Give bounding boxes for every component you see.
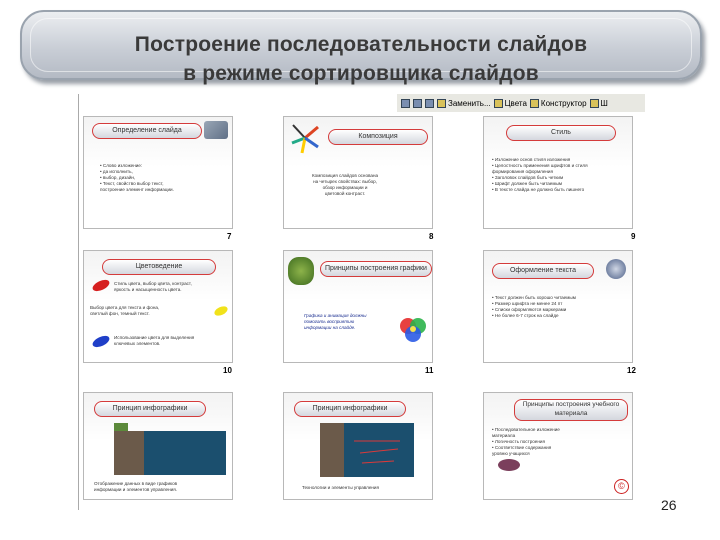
slide-title: Определение слайда (92, 123, 202, 139)
slide-title: Принципы построения графики (320, 261, 432, 277)
illustration-image (498, 459, 520, 471)
globe-image (606, 259, 626, 279)
slide-title: Принципы построения учебного материала (514, 399, 628, 421)
slide-thumbnail-10[interactable]: Цветоведение Стиль цвета, выбор цвета, контраст, яркость и насыщенность цвета. Выбор цвета для текста и фона, светлый фон, темный текст. Использование цвета для выделения ключевых элементов. (83, 250, 233, 363)
print-icon[interactable] (401, 99, 410, 108)
colors-icon (494, 99, 503, 108)
replace-button[interactable] (437, 99, 491, 108)
replace-icon (437, 99, 446, 108)
slide-thumbnail-8[interactable]: Композиция Композиция слайдов основана на четырех свойствах: выбор, обзор информации и цветовой контраст. (283, 116, 433, 229)
flower-image (288, 257, 314, 285)
slide-title-line-1: Построение последовательности слайдов (134, 33, 588, 56)
slide-thumbnail-9[interactable]: Стиль • Изложение основ стиля изложения • Целостность применения шрифтов и стиля формирования оформления • Заголовок слайдов быть четким • Шрифт должен быть читаемым • В тексте слайда не должно быть лишнего (483, 116, 633, 229)
toolbar (397, 94, 645, 112)
copyright-icon: © (614, 479, 629, 494)
constructor-icon (530, 99, 539, 108)
slide-title-line-2: в режиме сортировщика слайдов (183, 62, 539, 85)
slide-number: 10 (223, 366, 232, 375)
slide-title: Принцип инфографики (94, 401, 206, 417)
colors-label: Цвета (504, 98, 527, 108)
page-number: 26 (661, 497, 677, 513)
compass-image (288, 121, 322, 155)
spelling-icon[interactable] (413, 99, 422, 108)
powerpoint-slide-sorter (78, 94, 645, 510)
slide-title: Оформление текста (492, 263, 594, 279)
slide-thumbnail-7[interactable]: Определение слайда • Слово изложение: • да исполнить, • выбор, дизайн, • Текст, свойство выбор текст, построение элемент информации. (83, 116, 233, 229)
slide-title: Композиция (328, 129, 428, 145)
slide-thumbnail-15[interactable]: Принципы построения учебного материала • Последовательное изложение материала • Логичность построения • Соответствие содержания уровню учащихся © (483, 392, 633, 500)
slide-title: Стиль (506, 125, 616, 141)
slide-image (204, 121, 228, 139)
cut-icon[interactable] (425, 99, 434, 108)
slide-thumbnail-11[interactable]: Принципы построения графики Графика и анимация должны помогать восприятию информации на слайде. (283, 250, 433, 363)
slide-number: 9 (631, 232, 636, 241)
colors-button[interactable] (494, 99, 527, 108)
constructor-button[interactable] (530, 99, 587, 108)
slide-thumbnail-13[interactable]: Принцип инфографики Отображение данных в виде графиков информации и элементов управления. (83, 392, 233, 500)
constructor-label: Конструктор (540, 98, 587, 108)
slide-number: 8 (429, 232, 434, 241)
annotation-arrows (350, 435, 410, 471)
slide-title: Цветоведение (102, 259, 216, 275)
slide-number: 7 (227, 232, 232, 241)
slide-title-banner (20, 10, 702, 85)
extra-label: Ш (600, 98, 608, 108)
slide-number: 11 (425, 366, 434, 375)
extra-button[interactable] (590, 99, 608, 108)
slide-thumbnail-12[interactable]: Оформление текста • Текст должен быть хорошо читаемым • Размер шрифта не менее 24 пт • Списки оформляются маркерами • Не более 6-7 строк на слайде (483, 250, 633, 363)
slide-thumbnail-14[interactable]: Принцип инфографики Технологии и элементы управления (283, 392, 433, 500)
slide-number: 12 (627, 366, 636, 375)
extra-icon (590, 99, 599, 108)
replace-label: Заменить... (448, 98, 491, 108)
color-wheel-image (396, 315, 430, 345)
slide-title: Принцип инфографики (294, 401, 406, 417)
